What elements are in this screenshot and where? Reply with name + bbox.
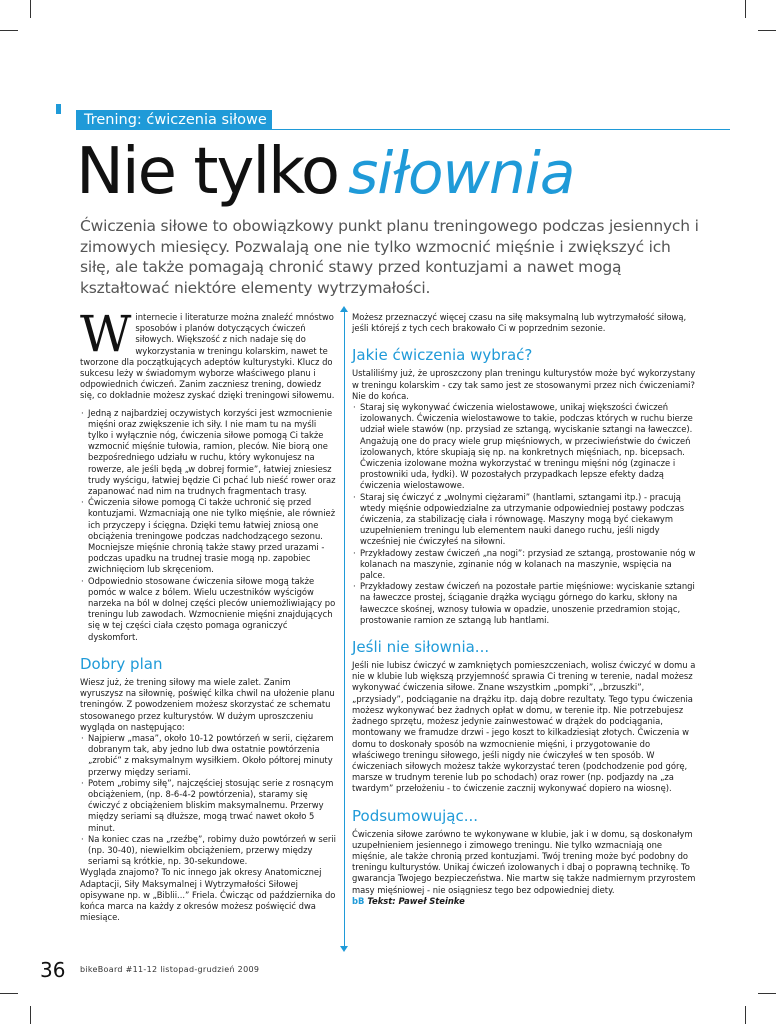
- plan-outro: Wygląda znajomo? To nic innego jak okresy Anatomicznej Adaptacji, Siły Maksymalnej i Wytrzymałości Siłowej opisywane np. w „Biblii...” Friela. Ćwicząc od października do końca marca na każdy z okresów możesz poświęcić dwa miesiące.: [80, 867, 336, 923]
- crop-mark: [0, 993, 18, 994]
- section-rule: [272, 129, 730, 130]
- section-tab: [56, 104, 61, 114]
- choose-list: [352, 402, 696, 626]
- divider-arrow-down: [340, 946, 348, 952]
- issue-info: bikeBoard #11-12 listopad-grudzień 2009: [80, 965, 260, 974]
- list-item: · Jedną z najbardziej oczywistych korzyści jest wzmocnienie mięśni oraz zwiększenie ich siły. I nie mam tu na myśli tylko i wyłącznie nóg, ćwiczenia siłowe pomogą Ci także wzmocnić mięśnie tułowia, ramion, pleców. Nie biorą one bezpośredniego udziału w ruchu, który wykonujesz na rowerze, ale jeśli będą „w dobrej formie”, łatwiej zniesiesz trudy wyścigu, łatwiej będzie Ci pchać lub nieść rower oraz zapanować nad nim na trudnych fragmentach trasy.: [80, 408, 336, 498]
- intro-paragraph: [80, 305, 336, 402]
- crop-mark: [30, 1006, 31, 1024]
- column-divider: [344, 310, 345, 950]
- heading-jesli-nie-silownia: Jeśli nie siłownia...: [352, 638, 490, 657]
- crop-mark: [745, 0, 746, 18]
- crop-mark: [758, 30, 776, 31]
- list-item: · Odpowiednio stosowane ćwiczenia siłowe mogą także pomóc w walce z bólem. Wielu uczestników wyścigów narzeka na ból w dolnej części pleców uniemożliwiający po treningu lub zawodach. Wzmocnienie mięśni znajdujących się w tej części ciała często pomaga ograniczyć dyskomfort.: [80, 576, 336, 643]
- list-item: · Staraj się wykonywać ćwiczenia wielostawowe, unikaj większości ćwiczeń izolowanych. Ćwiczenia wielostawowe to takie, podczas których w ruchu bierze udział wiele stawów (np. przysiad ze sztangą, wyciskanie sztangi na ławeczce). Angażują one do pracy wiele grup mięśniowych, w przeciwieństwie do ćwiczeń izolowanych, które skupiają się np. na konkretnych mięśniach, np. bicepsach. Ćwiczenia izolowane można wykorzystać w treningu mięśni nóg (zginacze i prostowniki uda, łydki). W pozostałych przypadkach lepsze efekty dadzą ćwiczenia wielostawowe.: [352, 402, 696, 492]
- title-part-1: Nie tylko: [76, 135, 339, 209]
- right-column: [352, 312, 696, 913]
- benefits-list: [80, 408, 336, 643]
- page-title: [76, 135, 575, 209]
- choose-intro: Ustaliliśmy już, że uproszczony plan treningu kulturystów może być wykorzystany w treningu kolarskim - czy tak samo jest ze stosowanymi przez nich ćwiczeniami? Nie do końca.: [352, 368, 696, 401]
- list-item: · Staraj się ćwiczyć z „wolnymi ciężarami” (hantlami, sztangami itp.) - pracują wtedy mięśnie odpowiedzialne za utrzymanie odpowiedniej postawy podczas ćwiczenia, za stabilizację ciała i równowagę. Maszyny mogą być ciekawym uzupełnieniem treningu lub elementem nauki danego ruchu, jeśli nigdy wcześniej nie ćwiczyłeś na siłowni.: [352, 492, 696, 548]
- plan-list: [80, 733, 336, 867]
- section-label: Trening: ćwiczenia siłowe: [76, 110, 272, 130]
- heading-podsumowujac: Podsumowując...: [352, 806, 479, 825]
- crop-mark: [758, 993, 776, 994]
- lead-paragraph: Ćwiczenia siłowe to obowiązkowy punkt planu treningowego podczas jesiennych i zimowych miesięcy. Pozwalają one nie tylko wzmocnić mięśnie i zwiększyć ich siłę, ale także pomagają chronić stawy przed kontuzjami a nawet mogą kształtować niektóre elementy wytrzymałości.: [80, 217, 699, 297]
- bikeboard-mark-icon: bB: [352, 895, 365, 906]
- author-name: Tekst: Paweł Steinke: [367, 895, 465, 906]
- plan-intro: Wiesz już, że trening siłowy ma wiele zalet. Zanim wyruszysz na siłownię, poświęć kilka chwil na ułożenie planu treningów. Z powodzeniem możesz skorzystać ze schematu stosowanego przez kulturystów. W dużym uproszczeniu wygląda on następująco:: [80, 676, 335, 732]
- drop-cap: W: [80, 305, 132, 363]
- list-item: · Ćwiczenia siłowe pomogą Ci także uchronić się przed kontuzjami. Wzmacniają one nie tylko mięśnie, ale również ich przyczepy i ścięgna. Dzięki temu łatwiej zniosą one obciążenia treningowe podczas nadchodzącego sezonu. Mocniejsze mięśnie chronią także stawy przed urazami - podczas upadku na trudnej trasie mogą np. zapobiec zwichnięciom lub skręceniom.: [80, 497, 336, 575]
- list-item: · Przykładowy zestaw ćwiczeń na pozostałe partie mięśniowe: wyciskanie sztangi na ławeczce prostej, ściąganie drążka wyciągu górnego do karku, skłony na ławeczce skośnej, wznosy tułowia w opadzie, unoszenie przedramion stojąc, prostowanie ramion ze sztangą lub hantlami.: [352, 581, 696, 626]
- intro-text: internecie i literaturze można znaleźć mnóstwo sposobów i planów dotyczących ćwiczeń siłowych. Większość z nich nadaje się do wykorzystania w treningu kolarskim, nawet te tworzone dla początkujących adeptów kulturystyki. Klucz do sukcesu leży w świadomym wyborze właściwego planu i odpowiednich ćwiczeń. Zanim zaczniesz trening, dowiedz się, co dokładnie możesz zyskać dzięki treningowi siłowemu.: [80, 312, 335, 401]
- left-column: [80, 305, 337, 929]
- gym-text: Jeśli nie lubisz ćwiczyć w zamkniętych pomieszczeniach, wolisz ćwiczyć w domu a nie w klubie lub większą przyjemność sprawia Ci trening w terenie, nadal możesz wykonywać ćwiczenia siłowe. Znane wszystkim „pompki”, „brzuszki”, „przysiady”, podciąganie na drążku itp. dają dobre rezultaty. Tego typu ćwiczenia możesz wykonywać bez żadnych opłat w domu, w terenie itp. Nie potrzebujesz żadnego sprzętu, możesz jedynie zainwestować w drążek do podciągania, montowany we framudze drzwi - jego koszt to kilkadziesiąt złotych. Ćwiczenia w domu to doskonały sposób na wzmocnienie mięśni, i przygotowanie do właściwego treningu siłowego, jeśli nigdy nie ćwiczyłeś w ten sposób. W ćwiczeniach siłowych możesz także wykorzystać teren (podchodzenie pod górę, marsze w trudnym terenie lub po schodach) oraz rower (np. podjazdy na „za twardym” przełożeniu - to ćwiczenie zacznij wykonywać dopiero na wiosnę).: [352, 660, 696, 794]
- summary-text: Ćwiczenia siłowe zarówno te wykonywane w klubie, jak i w domu, są doskonałym uzupełnieniem jesiennego i zimowego treningu. Nie tylko wzmacniają one mięśnie, ale także chronią przed kontuzjami. Twój trening może być podobny do treningu kulturystów. Unikaj ćwiczeń izolowanych i dbaj o poprawną technikę. To gwarancja Twojego bezpieczeństwa. Nie martw się także nadmiernym przyrostem masy mięśniowej - nie osiągniesz tego bez odpowiedniej diety.: [352, 828, 696, 895]
- heading-dobry-plan: Dobry plan: [80, 654, 163, 673]
- title-part-2: siłownia: [348, 139, 575, 207]
- author-line: [352, 896, 696, 907]
- right-intro: Możesz przeznaczyć więcej czasu na siłę maksymalną lub wytrzymałość siłową, jeśli którejś z tych cech brakowało Ci w poprzednim sezonie.: [352, 312, 687, 334]
- crop-mark: [0, 30, 18, 31]
- crop-mark: [30, 0, 31, 18]
- list-item: · Potem „robimy siłę”, najczęściej stosując serie z rosnącym obciążeniem, (np. 8-6-4-2 powtórzenia), staramy się ćwiczyć z obciążeniem bliskim maksymalnemu. Przerwy między seriami są dłuższe, mogą trwać nawet około 5 minut.: [80, 778, 336, 834]
- list-item: · Najpierw „masa”, około 10-12 powtórzeń w serii, ciężarem dobranym tak, aby jedno lub dwa ostatnie powtórzenia „zrobić” z maksymalnym wysiłkiem. Około półtorej minuty przerwy między seriami.: [80, 733, 336, 778]
- list-item: · Na koniec czas na „rzeźbę”, robimy dużo powtórzeń w serii (np. 30-40), niewielkim obciążeniem, przerwy między seriami są krótkie, np. 30-sekundowe.: [80, 834, 336, 868]
- page-number: 36: [40, 958, 66, 982]
- crop-mark: [745, 1006, 746, 1024]
- heading-jakie-cwiczenia: Jakie ćwiczenia wybrać?: [352, 346, 533, 365]
- list-item: · Przykładowy zestaw ćwiczeń „na nogi”: przysiad ze sztangą, prostowanie nóg w kolanach na maszynie, zginanie nóg w kolanach na maszynie, wspięcia na palce.: [352, 548, 696, 582]
